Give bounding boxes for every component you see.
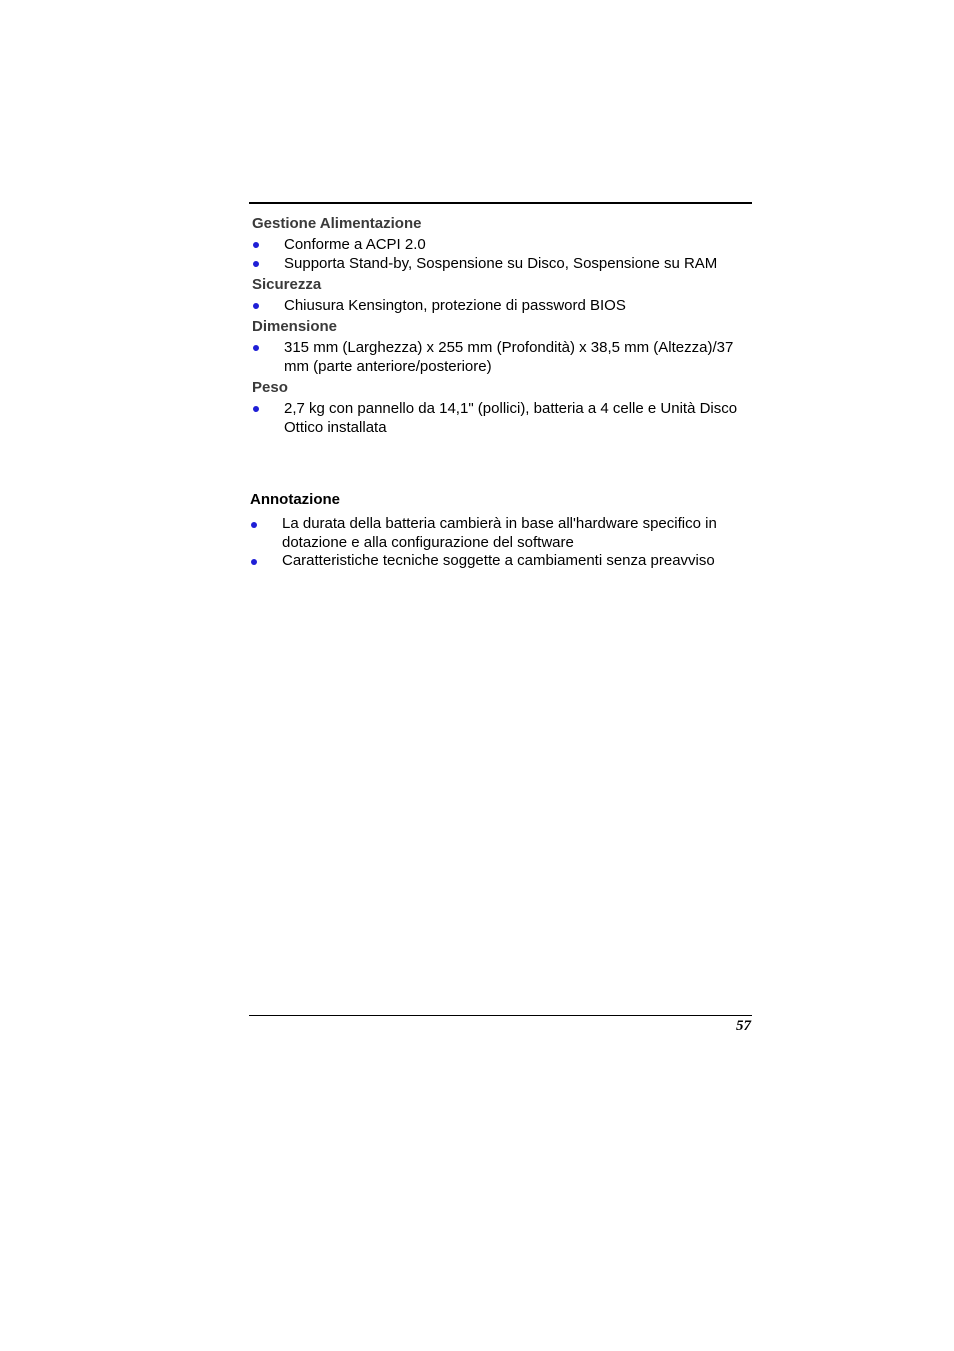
list-item <box>252 296 752 315</box>
bullet-icon <box>253 406 259 412</box>
page-number: 57 <box>736 1018 751 1034</box>
notes-section <box>250 490 752 573</box>
list-item-text: La durata della batteria cambierà in base all'hardware specifico in dotazione e alla configurazione del software <box>282 515 717 551</box>
section-heading-dimension: Dimensione <box>252 318 338 335</box>
section-heading-weight: Peso <box>252 379 288 396</box>
weight-list <box>252 399 752 437</box>
list-item-text: 2,7 kg con pannello da 14,1" (pollici), batteria a 4 celle e Unità Disco Ottico installata <box>284 400 738 436</box>
bullet-icon <box>251 522 257 528</box>
list-item-text: Conforme a ACPI 2.0 <box>284 236 426 253</box>
list-item-text: Supporta Stand-by, Sospensione su Disco, Sospensione su RAM <box>284 255 718 272</box>
section-heading-power: Gestione Alimentazione <box>252 215 422 232</box>
security-list <box>252 296 752 315</box>
power-list <box>252 235 752 273</box>
notes-heading: Annotazione <box>250 491 340 508</box>
footer-rule <box>249 1015 752 1016</box>
list-item <box>252 338 752 376</box>
notes-list <box>250 515 752 571</box>
bullet-icon <box>251 559 257 565</box>
bullet-icon <box>253 261 259 267</box>
list-item <box>250 515 752 552</box>
bullet-icon <box>253 345 259 351</box>
list-item-text: 315 mm (Larghezza) x 255 mm (Profondità) x 38,5 mm (Altezza)/37 mm (parte anteriore/posteriore) <box>284 339 734 375</box>
list-item <box>250 552 752 571</box>
list-item <box>252 235 752 254</box>
section-heading-security: Sicurezza <box>252 276 322 293</box>
dimension-list <box>252 338 752 376</box>
list-item <box>252 254 752 273</box>
list-item-text: Caratteristiche tecniche soggette a cambiamenti senza preavviso <box>282 552 715 569</box>
specs-content <box>252 214 752 439</box>
bullet-icon <box>253 242 259 248</box>
list-item <box>252 399 752 437</box>
header-rule <box>249 202 752 204</box>
bullet-icon <box>253 303 259 309</box>
list-item-text: Chiusura Kensington, protezione di password BIOS <box>284 297 626 314</box>
